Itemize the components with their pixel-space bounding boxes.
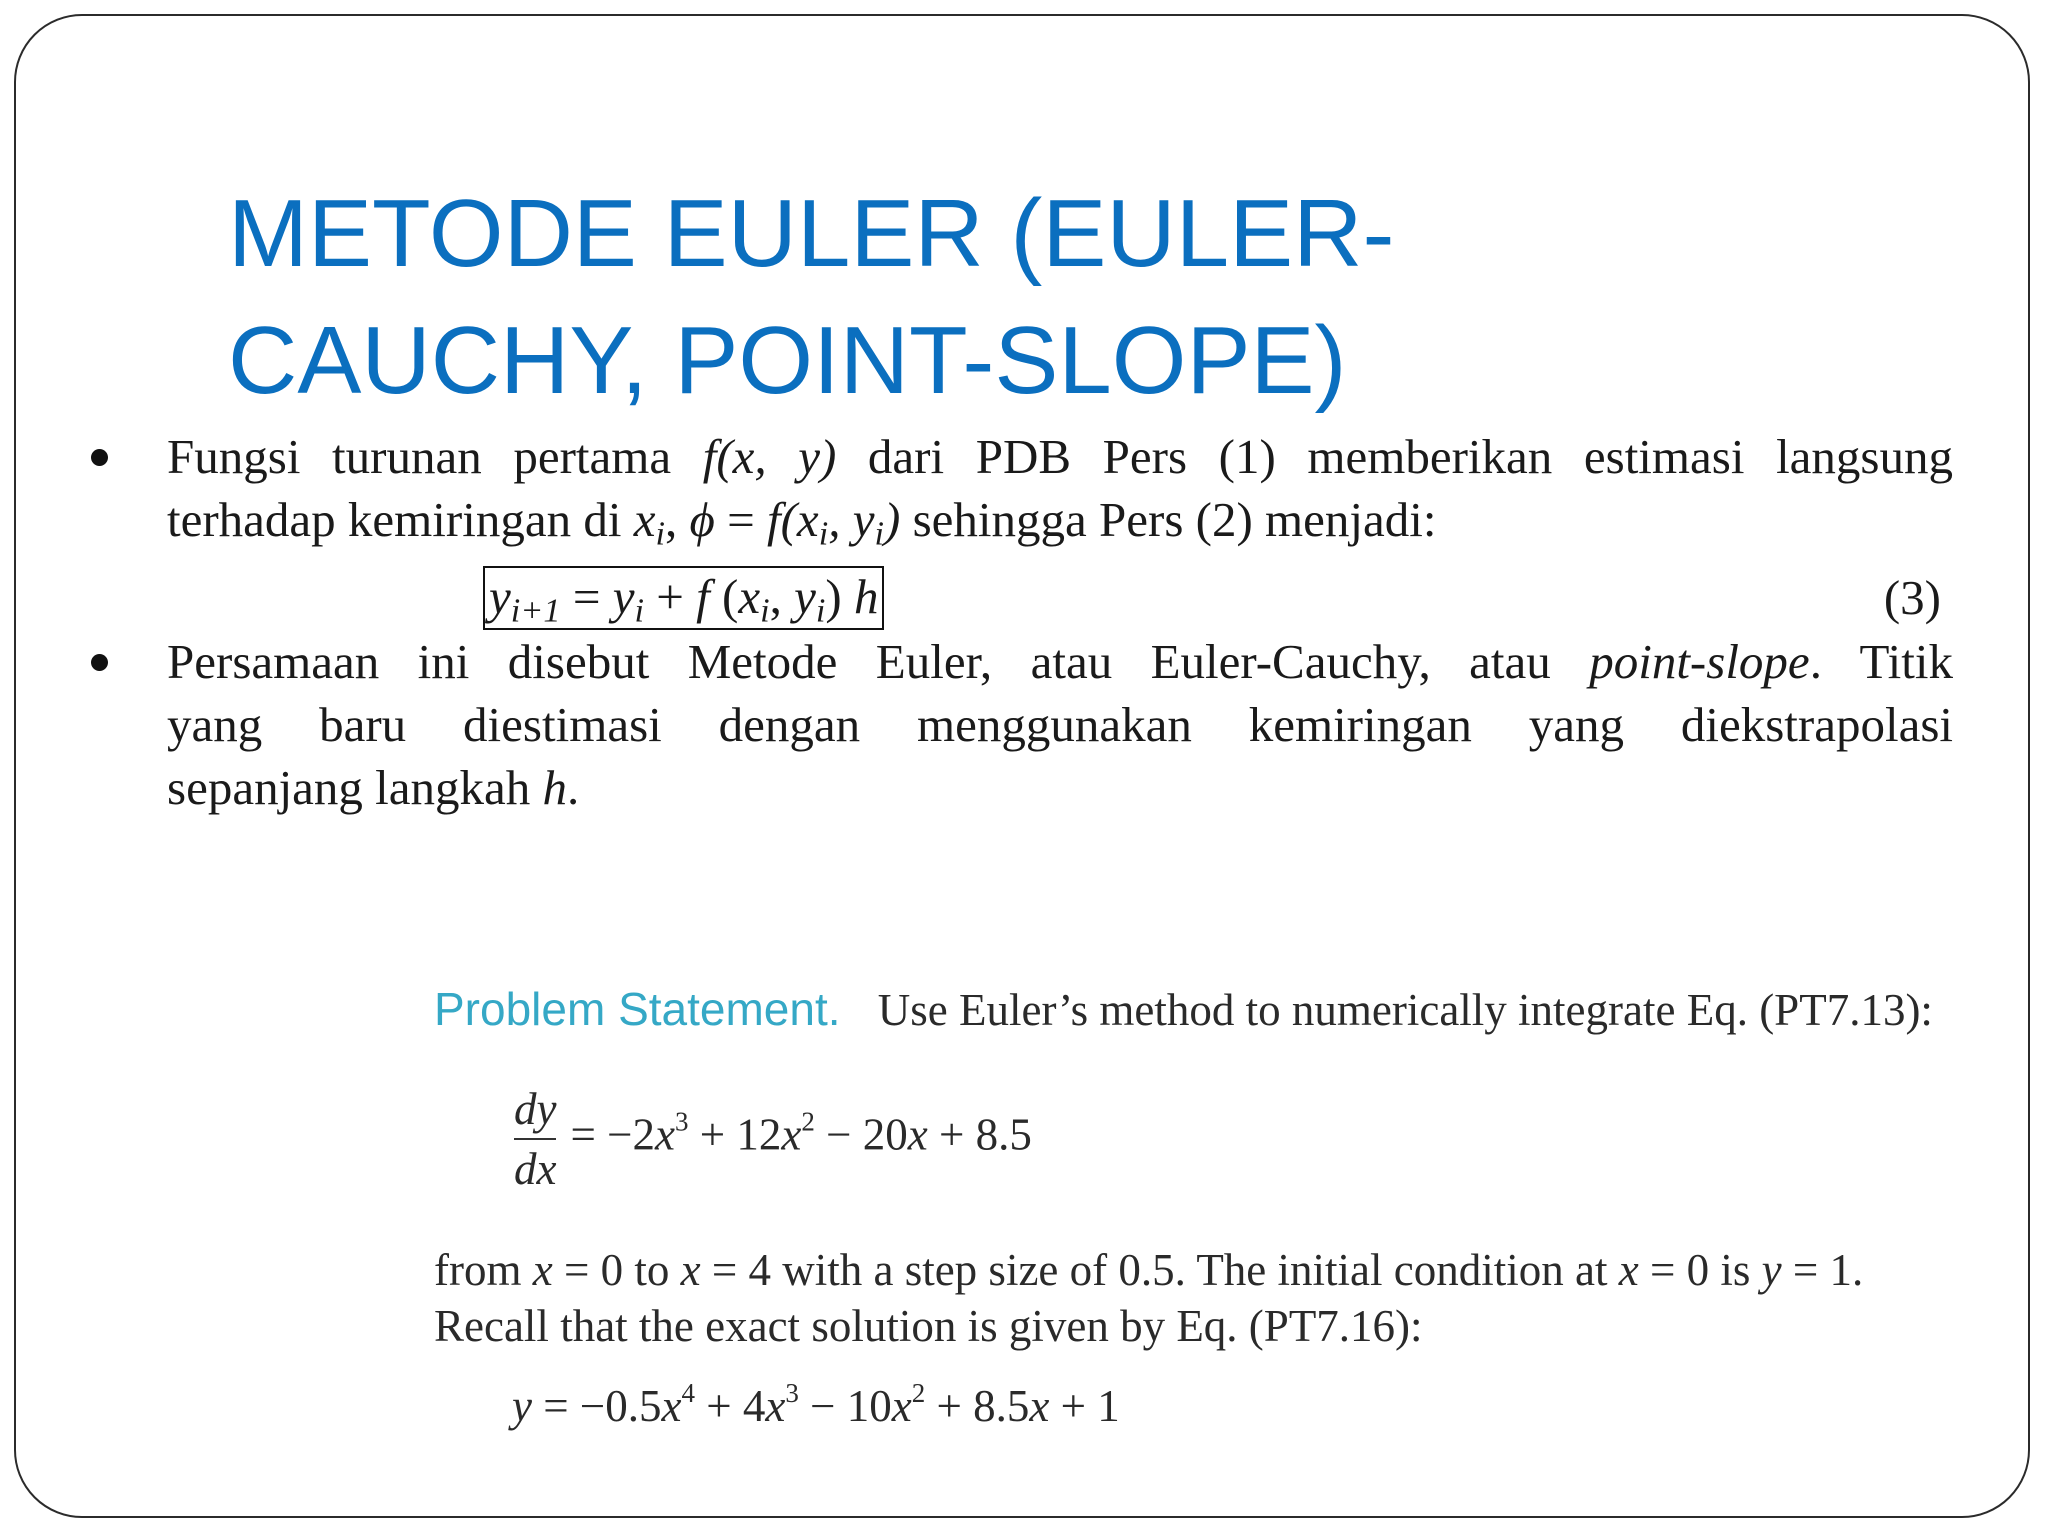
slide-title xyxy=(228,170,1428,424)
text: , xyxy=(828,492,853,547)
math-power: 2 xyxy=(801,1106,815,1137)
text: . xyxy=(567,759,580,815)
bullet1-line1 xyxy=(167,425,1953,488)
text: , xyxy=(664,492,690,547)
text: = xyxy=(714,492,767,547)
text: + 4 xyxy=(694,1380,766,1431)
math-y: y xyxy=(794,568,816,624)
math-x: x xyxy=(891,1380,912,1431)
math-f: f(x xyxy=(767,492,819,547)
math-x: x xyxy=(1618,1245,1639,1295)
math-power: 4 xyxy=(681,1378,695,1408)
text: ) xyxy=(884,492,901,547)
text: = 0 is xyxy=(1638,1245,1762,1295)
fraction-bar xyxy=(514,1138,556,1140)
fraction-numerator: dy xyxy=(514,1084,557,1134)
math-sub: i xyxy=(760,591,770,630)
text: Persamaan ini disebut Metode Euler, atau Euler-Cauchy, atau xyxy=(167,633,1590,689)
equation-number: (3) xyxy=(1883,569,1941,625)
math-x: x xyxy=(738,568,761,624)
math-sub: i xyxy=(874,514,884,553)
problem-range-line xyxy=(434,1244,1863,1296)
bullet-dot-icon xyxy=(91,449,108,466)
text: = −2 xyxy=(570,1109,655,1160)
problem-intro-row xyxy=(434,982,1934,1036)
slide-title-line2: CAUCHY, POINT-SLOPE) xyxy=(228,307,1347,414)
bullet2-line3 xyxy=(167,756,1953,819)
math-y: y xyxy=(612,568,635,624)
math-x: x xyxy=(655,1109,675,1160)
math-y: y xyxy=(512,1380,532,1431)
italic-term: point-slope xyxy=(1589,633,1810,689)
math-sub: i xyxy=(634,591,644,630)
math-sub: i xyxy=(815,591,826,630)
math-x: x xyxy=(1029,1380,1050,1431)
math-y: y xyxy=(852,492,875,547)
text: ) xyxy=(825,568,854,624)
math-x: x xyxy=(781,1109,802,1160)
euler-formula-box xyxy=(483,566,884,630)
text: + 1 xyxy=(1049,1380,1120,1431)
problem-intro: Use Euler’s method to numerically integrate Eq. (PT7.13): xyxy=(877,985,1933,1035)
math-f: f xyxy=(696,568,710,624)
problem-label: Problem Statement. xyxy=(434,983,841,1035)
text: . Titik xyxy=(1809,633,1953,689)
text: + 12 xyxy=(688,1109,782,1160)
math-x: x xyxy=(661,1380,682,1431)
bullet-item-1 xyxy=(85,425,1953,630)
fraction-denominator: dx xyxy=(514,1144,557,1194)
text: Fungsi turunan pertama xyxy=(167,429,703,484)
math-power: 3 xyxy=(785,1378,799,1408)
bullet-item-2 xyxy=(85,630,1953,819)
text: = xyxy=(560,568,613,624)
equation-3-row xyxy=(167,566,1953,630)
math-x: x xyxy=(633,492,656,547)
math-x: x xyxy=(907,1109,928,1160)
text: + 8.5 xyxy=(927,1109,1032,1160)
text: ( xyxy=(709,568,739,624)
text: + 8.5 xyxy=(925,1380,1030,1431)
math-y: y xyxy=(1761,1245,1782,1295)
text: = −0.5 xyxy=(531,1380,662,1431)
text: from xyxy=(434,1245,533,1295)
text: = 1. xyxy=(1781,1245,1864,1295)
differential-equation xyxy=(514,1082,1032,1196)
text: − 10 xyxy=(798,1380,892,1431)
math-h: h xyxy=(853,568,879,624)
text: terhadap kemiringan di xyxy=(167,492,634,547)
text: dari PDB Pers (1) memberikan estimasi langsung xyxy=(836,429,1954,484)
math-x: x xyxy=(680,1245,701,1295)
bullet1-line2 xyxy=(167,488,1953,566)
problem-statement xyxy=(434,982,1934,1431)
math-phi: ϕ xyxy=(689,492,715,547)
bullet2-line1 xyxy=(167,630,1953,693)
text: − 20 xyxy=(814,1109,908,1160)
text: sehingga Pers (2) menjadi: xyxy=(900,492,1437,547)
text: = 0 to xyxy=(552,1245,681,1295)
text: sepanjang langkah xyxy=(167,759,543,815)
math-x: x xyxy=(765,1380,786,1431)
text: + xyxy=(644,568,697,624)
math-fxy: f(x, y) xyxy=(702,429,837,484)
problem-recall-line: Recall that the exact solution is given by Eq. (PT7.16): xyxy=(434,1301,1423,1351)
math-sub: i xyxy=(818,514,829,553)
text: = 4 with a step size of 0.5. The initial condition at xyxy=(700,1245,1619,1295)
math-sub: i xyxy=(655,514,665,553)
math-x: x xyxy=(532,1245,553,1295)
math-y: y xyxy=(489,568,511,624)
dy-dx-fraction xyxy=(514,1082,556,1196)
bullet2-line2: yang baru diestimasi dengan menggunakan kemiringan yang diekstrapolasi xyxy=(167,696,1953,752)
math-power: 2 xyxy=(911,1378,926,1408)
bullet-dot-icon xyxy=(91,654,108,671)
text: , xyxy=(769,568,795,624)
math-h: h xyxy=(542,759,568,815)
math-power: 3 xyxy=(674,1106,689,1137)
exact-solution xyxy=(512,1378,1120,1432)
math-sub: i+1 xyxy=(510,591,561,630)
bullet-list xyxy=(85,425,1953,819)
slide-title-line1: METODE EULER (EULER- xyxy=(228,180,1395,287)
